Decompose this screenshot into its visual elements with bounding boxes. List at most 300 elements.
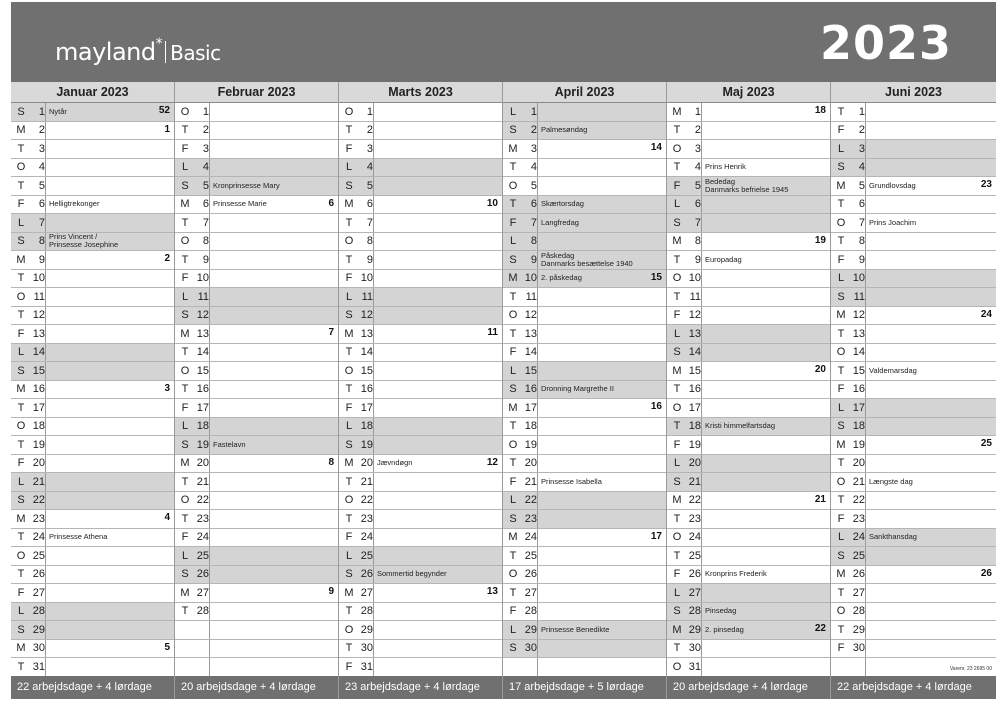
day-cell — [339, 510, 374, 528]
note-cell — [538, 251, 666, 269]
weekday-letter: L — [673, 586, 681, 599]
day-cell — [11, 288, 46, 306]
note-cell — [538, 233, 666, 251]
day-row — [667, 381, 830, 400]
month-title: April 2023 — [503, 82, 666, 103]
day-row — [831, 603, 996, 622]
note-cell — [46, 177, 174, 195]
day-cell — [831, 159, 866, 177]
day-cell — [11, 159, 46, 177]
week-number: 9 — [328, 586, 334, 597]
day-cell — [339, 177, 374, 195]
weekday-letter: M — [180, 327, 190, 340]
day-cell — [831, 233, 866, 251]
product-number: Varenr. 23 2695 00 — [949, 666, 992, 672]
day-note: Sommertid begynder — [377, 569, 447, 579]
day-cell — [667, 362, 702, 380]
weekday-letter: F — [181, 401, 189, 414]
note-cell — [210, 584, 338, 602]
day-cell — [339, 640, 374, 658]
note-cell — [210, 288, 338, 306]
day-row — [175, 270, 338, 289]
day-cell — [11, 381, 46, 399]
note-cell — [538, 566, 666, 584]
weekday-letter: T — [837, 235, 845, 248]
note-cell — [374, 177, 502, 195]
day-cell — [667, 455, 702, 473]
weekday-letter: L — [837, 272, 845, 285]
weekday-letter: T — [17, 568, 25, 581]
note-cell — [46, 658, 174, 676]
day-number: 6 — [38, 198, 45, 211]
day-number: 2 — [366, 124, 373, 137]
note-cell — [702, 214, 830, 232]
note-cell — [702, 288, 830, 306]
weekday-letter: T — [509, 161, 517, 174]
day-cell — [175, 436, 210, 454]
day-number: 15 — [32, 364, 45, 377]
note-cell — [46, 603, 174, 621]
day-note: Langfredag — [541, 217, 579, 227]
day-number: 17 — [32, 401, 45, 414]
weekday-letter: M — [508, 531, 518, 544]
day-number: 13 — [196, 327, 209, 340]
day-row — [339, 658, 502, 677]
day-cell — [503, 214, 538, 232]
day-note: 2. pinsedag — [705, 624, 744, 634]
day-cell — [831, 381, 866, 399]
weekday-letter: S — [509, 512, 517, 525]
note-cell — [46, 122, 174, 140]
day-row — [503, 399, 666, 418]
day-number: 31 — [688, 660, 701, 673]
weekday-letter: O — [672, 531, 682, 544]
day-cell — [175, 418, 210, 436]
note-cell — [702, 436, 830, 454]
day-number: 22 — [360, 494, 373, 507]
note-cell — [374, 233, 502, 251]
day-row — [11, 325, 174, 344]
note-cell — [538, 547, 666, 565]
day-row — [11, 621, 174, 640]
day-cell — [175, 140, 210, 158]
day-cell — [339, 399, 374, 417]
day-row — [339, 214, 502, 233]
weekday-letter: L — [181, 549, 189, 562]
note-cell — [374, 621, 502, 639]
day-number: 25 — [360, 549, 373, 562]
weekday-letter: O — [344, 623, 354, 636]
day-cell — [175, 196, 210, 214]
weekday-letter: M — [180, 586, 190, 599]
weekday-letter: F — [509, 216, 517, 229]
calendar-sheet — [11, 2, 996, 699]
weekday-letter: F — [673, 179, 681, 192]
day-number: 2 — [530, 124, 537, 137]
day-cell — [667, 529, 702, 547]
note-cell — [702, 603, 830, 621]
weekday-letter: T — [345, 383, 353, 396]
weekday-letter: F — [509, 475, 517, 488]
day-cell — [503, 603, 538, 621]
day-number: 22 — [524, 494, 537, 507]
weekday-letter: S — [509, 253, 517, 266]
day-row — [339, 307, 502, 326]
day-cell — [175, 288, 210, 306]
day-number: 27 — [524, 586, 537, 599]
weekday-letter: L — [17, 475, 25, 488]
day-cell — [667, 103, 702, 121]
day-cell — [667, 251, 702, 269]
day-number: 11 — [33, 290, 45, 303]
weekday-letter: T — [673, 642, 681, 655]
day-number: 23 — [852, 512, 865, 525]
weekday-letter: L — [509, 364, 517, 377]
weekday-letter: O — [344, 364, 354, 377]
day-number: 18 — [688, 420, 701, 433]
day-row — [831, 288, 996, 307]
note-cell — [538, 196, 666, 214]
day-cell — [667, 307, 702, 325]
day-cell — [11, 566, 46, 584]
day-cell — [831, 325, 866, 343]
month-workdays-summary: 22 arbejdsdage + 4 lørdage — [11, 676, 174, 699]
year-title: 2023 — [819, 16, 952, 70]
day-row — [11, 270, 174, 289]
week-number: 11 — [487, 327, 498, 338]
day-cell — [831, 270, 866, 288]
day-row — [503, 473, 666, 492]
day-cell — [11, 307, 46, 325]
weekday-letter: T — [673, 253, 681, 266]
day-cell — [831, 510, 866, 528]
day-number: 27 — [32, 586, 45, 599]
weekday-letter: T — [181, 124, 189, 137]
day-cell — [831, 177, 866, 195]
day-cell — [503, 658, 538, 676]
day-number: 3 — [202, 142, 209, 155]
note-cell — [866, 510, 996, 528]
day-number: 20 — [524, 457, 537, 470]
day-cell — [339, 603, 374, 621]
note-cell — [46, 492, 174, 510]
weekday-letter: M — [16, 253, 26, 266]
day-number: 29 — [688, 623, 701, 636]
day-number: 25 — [524, 549, 537, 562]
note-cell — [702, 196, 830, 214]
day-number: 21 — [524, 475, 537, 488]
weekday-letter: F — [345, 272, 353, 285]
note-cell — [702, 584, 830, 602]
day-number: 10 — [196, 272, 209, 285]
day-row — [667, 547, 830, 566]
day-number: 3 — [530, 142, 537, 155]
day-cell — [831, 473, 866, 491]
weekday-letter: S — [181, 179, 189, 192]
note-cell — [866, 214, 996, 232]
note-cell — [210, 455, 338, 473]
day-cell — [175, 455, 210, 473]
day-row — [339, 436, 502, 455]
day-cell — [11, 399, 46, 417]
day-cell — [339, 621, 374, 639]
note-cell — [210, 307, 338, 325]
day-row — [175, 288, 338, 307]
weekday-letter: L — [837, 531, 845, 544]
day-cell — [503, 103, 538, 121]
day-number: 29 — [32, 623, 45, 636]
day-cell — [11, 603, 46, 621]
day-row — [503, 362, 666, 381]
weekday-letter: F — [837, 512, 845, 525]
note-cell — [866, 418, 996, 436]
day-row — [175, 547, 338, 566]
day-cell — [339, 270, 374, 288]
note-cell — [46, 381, 174, 399]
day-number: 3 — [38, 142, 45, 155]
day-number: 24 — [32, 531, 45, 544]
month-column — [667, 82, 831, 699]
day-cell — [175, 122, 210, 140]
day-row — [11, 640, 174, 659]
day-cell — [339, 288, 374, 306]
day-number: 7 — [858, 216, 865, 229]
day-cell — [339, 658, 374, 676]
day-row — [11, 399, 174, 418]
day-cell — [667, 159, 702, 177]
day-number: 26 — [32, 568, 45, 581]
day-row — [831, 159, 996, 178]
day-cell — [831, 603, 866, 621]
day-cell — [11, 214, 46, 232]
day-row — [503, 640, 666, 659]
weekday-letter: O — [344, 105, 354, 118]
weekday-letter: M — [508, 401, 518, 414]
note-cell — [46, 159, 174, 177]
note-cell — [538, 140, 666, 158]
day-cell — [667, 547, 702, 565]
weekday-letter: M — [16, 383, 26, 396]
day-row — [831, 214, 996, 233]
day-number: 22 — [196, 494, 209, 507]
day-row — [339, 344, 502, 363]
day-note: Påskedag Danmarks besættelse 1940 — [541, 251, 633, 268]
day-cell — [11, 362, 46, 380]
day-number: 26 — [688, 568, 701, 581]
day-cell — [339, 233, 374, 251]
note-cell — [702, 159, 830, 177]
note-cell — [538, 510, 666, 528]
day-note: Kronprinsesse Mary — [213, 180, 280, 190]
note-cell — [538, 640, 666, 658]
weekday-letter: L — [509, 494, 517, 507]
day-number: 14 — [360, 346, 373, 359]
day-row — [339, 603, 502, 622]
day-cell — [175, 307, 210, 325]
day-cell — [11, 140, 46, 158]
note-cell — [374, 566, 502, 584]
week-number: 3 — [164, 382, 170, 394]
day-cell — [503, 344, 538, 362]
day-row — [503, 603, 666, 622]
note-cell — [702, 566, 830, 584]
day-number: 24 — [688, 531, 701, 544]
weekday-letter: O — [836, 605, 846, 618]
weekday-letter: T — [673, 290, 681, 303]
day-row — [503, 122, 666, 141]
day-row — [11, 547, 174, 566]
note-cell — [46, 325, 174, 343]
weekday-letter: F — [509, 605, 517, 618]
day-number: 18 — [852, 420, 865, 433]
day-number: 7 — [202, 216, 209, 229]
day-number: 5 — [858, 179, 865, 192]
week-number: 19 — [814, 234, 826, 246]
weekday-letter: F — [837, 253, 845, 266]
note-cell — [702, 140, 830, 158]
day-row — [667, 325, 830, 344]
day-number: 21 — [196, 475, 209, 488]
day-note: Prins Joachim — [869, 217, 917, 227]
day-number: 1 — [366, 105, 373, 118]
weekday-letter: O — [16, 290, 26, 303]
note-cell — [46, 196, 174, 214]
day-cell — [175, 584, 210, 602]
day-number: 19 — [852, 438, 865, 451]
weekday-letter: S — [345, 309, 353, 322]
day-cell — [667, 344, 702, 362]
day-cell — [175, 529, 210, 547]
note-cell — [866, 621, 996, 639]
note-cell — [702, 307, 830, 325]
weekday-letter: M — [672, 364, 682, 377]
day-number: 16 — [360, 383, 373, 396]
week-number: 8 — [328, 456, 334, 468]
day-list — [831, 103, 996, 677]
day-cell — [175, 325, 210, 343]
note-cell — [210, 658, 338, 676]
note-cell — [210, 177, 338, 195]
day-row — [339, 362, 502, 381]
note-cell — [538, 270, 666, 288]
note-cell — [702, 233, 830, 251]
day-cell — [667, 233, 702, 251]
day-row — [503, 492, 666, 511]
day-cell — [11, 418, 46, 436]
day-number: 17 — [360, 401, 373, 414]
day-row — [175, 196, 338, 215]
day-cell — [11, 233, 46, 251]
day-number: 26 — [524, 568, 537, 581]
note-cell — [702, 103, 830, 121]
day-cell — [175, 103, 210, 121]
month-workdays-summary: 17 arbejdsdage + 5 lørdage — [503, 676, 666, 699]
day-row — [831, 510, 996, 529]
note-cell — [374, 584, 502, 602]
note-cell — [866, 307, 996, 325]
day-cell — [831, 418, 866, 436]
week-number: 23 — [980, 179, 992, 190]
day-row — [339, 196, 502, 215]
day-cell — [339, 122, 374, 140]
day-cell — [11, 529, 46, 547]
day-row — [339, 122, 502, 141]
day-number: 24 — [852, 531, 865, 544]
day-number: 17 — [524, 401, 537, 414]
day-cell — [339, 214, 374, 232]
day-row — [339, 251, 502, 270]
day-row — [667, 436, 830, 455]
day-cell — [831, 399, 866, 417]
note-cell — [46, 344, 174, 362]
weekday-letter: M — [344, 327, 354, 340]
day-row — [11, 584, 174, 603]
weekday-letter: T — [837, 494, 845, 507]
week-number: 14 — [650, 142, 662, 153]
note-cell — [538, 473, 666, 491]
day-number: 25 — [32, 549, 45, 562]
day-cell — [339, 473, 374, 491]
weekday-letter: T — [345, 124, 353, 137]
day-row — [11, 103, 174, 122]
day-row — [175, 177, 338, 196]
day-note: 2. påskedag — [541, 273, 582, 283]
day-cell — [503, 566, 538, 584]
note-cell — [374, 251, 502, 269]
day-cell — [175, 566, 210, 584]
day-number: 27 — [196, 586, 209, 599]
day-row — [339, 325, 502, 344]
day-row — [667, 270, 830, 289]
day-row — [11, 251, 174, 270]
day-row — [175, 658, 338, 677]
day-cell — [503, 233, 538, 251]
day-row — [11, 381, 174, 400]
week-number: 4 — [164, 512, 170, 523]
weekday-letter: S — [509, 383, 517, 396]
weekday-letter: O — [508, 568, 518, 581]
day-row — [175, 233, 338, 252]
day-cell — [11, 122, 46, 140]
week-number: 10 — [486, 197, 498, 209]
month-title: Januar 2023 — [11, 82, 174, 103]
day-list — [11, 103, 174, 677]
note-cell — [538, 399, 666, 417]
day-note: Prins Henrik — [705, 162, 746, 172]
day-row — [175, 122, 338, 141]
day-row — [175, 455, 338, 474]
day-row — [667, 640, 830, 659]
day-number: 21 — [688, 475, 701, 488]
note-cell — [210, 547, 338, 565]
week-number: 20 — [814, 364, 826, 375]
note-cell — [702, 621, 830, 639]
note-cell — [210, 621, 338, 639]
weekday-letter: M — [672, 235, 682, 248]
day-number: 28 — [360, 605, 373, 618]
weekday-letter: F — [181, 531, 189, 544]
day-cell — [831, 436, 866, 454]
week-number: 52 — [158, 105, 170, 116]
day-note: Bededag Danmarks befrielse 1945 — [705, 177, 789, 194]
day-cell — [831, 140, 866, 158]
day-row — [339, 640, 502, 659]
day-cell — [339, 418, 374, 436]
weekday-letter: O — [672, 660, 682, 673]
note-cell — [866, 455, 996, 473]
note-cell — [46, 640, 174, 658]
note-cell — [46, 103, 174, 121]
